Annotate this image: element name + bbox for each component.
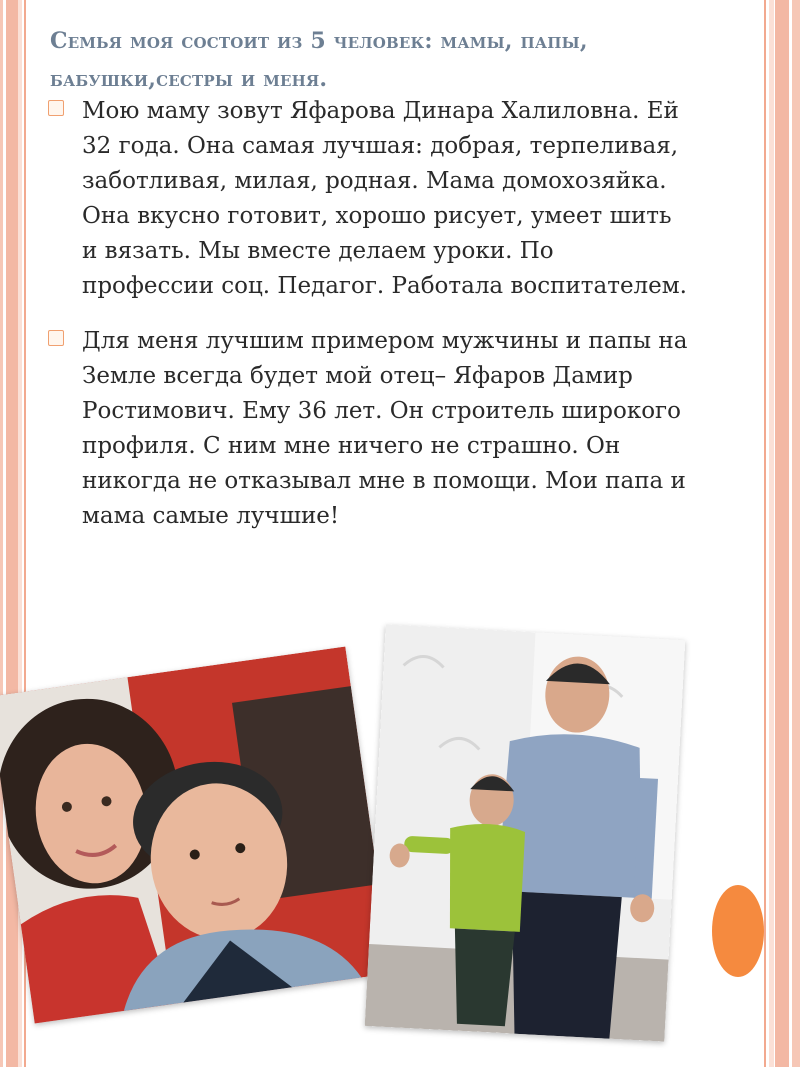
title-line-1: Семья моя состоит из 5 человек: мамы, папы,	[50, 28, 588, 54]
right-border-stripe	[792, 0, 800, 1067]
slide-title	[50, 22, 740, 98]
photo-mother-and-son	[0, 647, 391, 1024]
photo-father-and-son	[365, 624, 686, 1041]
right-border-stripe	[769, 0, 774, 1067]
left-border-stripe	[6, 0, 18, 1067]
square-bullet-icon	[48, 100, 64, 116]
square-bullet-icon	[48, 330, 64, 346]
title-line-2: бабушки,сестры и меня.	[50, 66, 328, 92]
paragraph-mother: Мою маму зовут Яфарова Динара Халиловна. Ей 32 года. Она самая лучшая: добрая, терпеливая, заботливая, милая, родная. Мама домохозяйка. Она вкусно готовит, хорошо рисует, умеет шить и вязать. Мы вместе делаем уроки. По профессии соц. Педагог. Работала воспитателем.	[82, 98, 687, 299]
right-border-stripe	[775, 0, 789, 1067]
bullet-item-father	[48, 324, 688, 534]
bullet-list	[48, 94, 688, 554]
decorative-orange-oval	[712, 885, 764, 977]
left-border-stripe	[0, 0, 3, 1067]
right-border-stripe	[764, 0, 766, 1067]
paragraph-father: Для меня лучшим примером мужчины и папы на Земле всегда будет мой отец– Яфаров Дамир Ростимович. Ему 36 лет. Он строитель широкого профиля. С ним мне ничего не страшно. Он никогда не отказывал мне в помощи. Мои папа и мама самые лучшие!	[82, 328, 688, 529]
bullet-item-mother	[48, 94, 688, 304]
